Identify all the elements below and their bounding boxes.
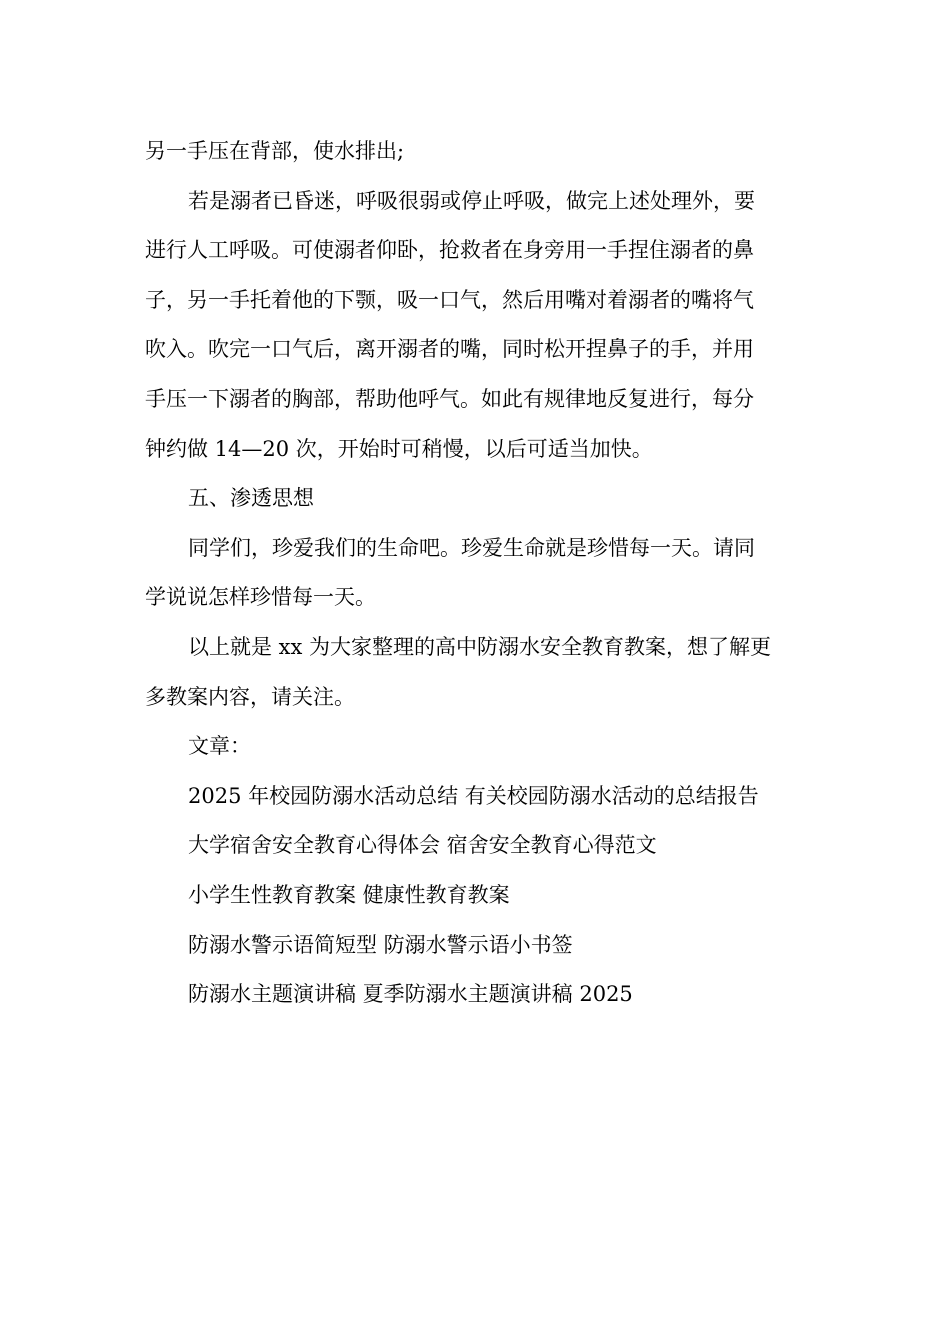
section-heading: 五、渗透思想 (188, 486, 314, 511)
text-line: 子，另一手托着他的下颚，吸一口气，然后用嘴对着溺者的嘴将气 (145, 287, 754, 312)
text-line: 手压一下溺者的胸部，帮助他呼气。如此有规律地反复进行，每分 (145, 386, 754, 411)
text-line: 以上就是 xx 为大家整理的高中防溺水安全教育教案，想了解更 (188, 634, 772, 659)
text-line: 多教案内容，请关注。 (145, 684, 355, 709)
text-line: 学说说怎样珍惜每一天。 (145, 585, 376, 610)
text-line: 进行人工呼吸。可使溺者仰卧，抢救者在身旁用一手捏住溺者的鼻 (145, 238, 754, 263)
text-line: 同学们，珍爱我们的生命吧。珍爱生命就是珍惜每一天。请同 (188, 535, 755, 560)
article-link[interactable]: 防溺水警示语简短型 防溺水警示语小书签 (188, 932, 573, 957)
document-body (145, 127, 807, 1020)
text-line: 另一手压在背部，使水排出; (145, 139, 405, 163)
articles-label: 文章： (188, 734, 251, 759)
article-link[interactable]: 2025 年校园防溺水活动总结 有关校园防溺水活动的总结报告 (188, 783, 759, 808)
text-line: 若是溺者已昏迷，呼吸很弱或停止呼吸，做完上述处理外，要 (188, 188, 755, 213)
text-line: 吹入。吹完一口气后，离开溺者的嘴，同时松开捏鼻子的手，并用 (145, 337, 754, 362)
article-link[interactable]: 小学生性教育教案 健康性教育教案 (188, 882, 510, 907)
article-link[interactable]: 防溺水主题演讲稿 夏季防溺水主题演讲稿 2025 (188, 982, 633, 1007)
text-line: 钟约做 14—20 次，开始时可稍慢，以后可适当加快。 (145, 436, 653, 461)
article-link[interactable]: 大学宿舍安全教育心得体会 宿舍安全教育心得范文 (188, 833, 657, 858)
